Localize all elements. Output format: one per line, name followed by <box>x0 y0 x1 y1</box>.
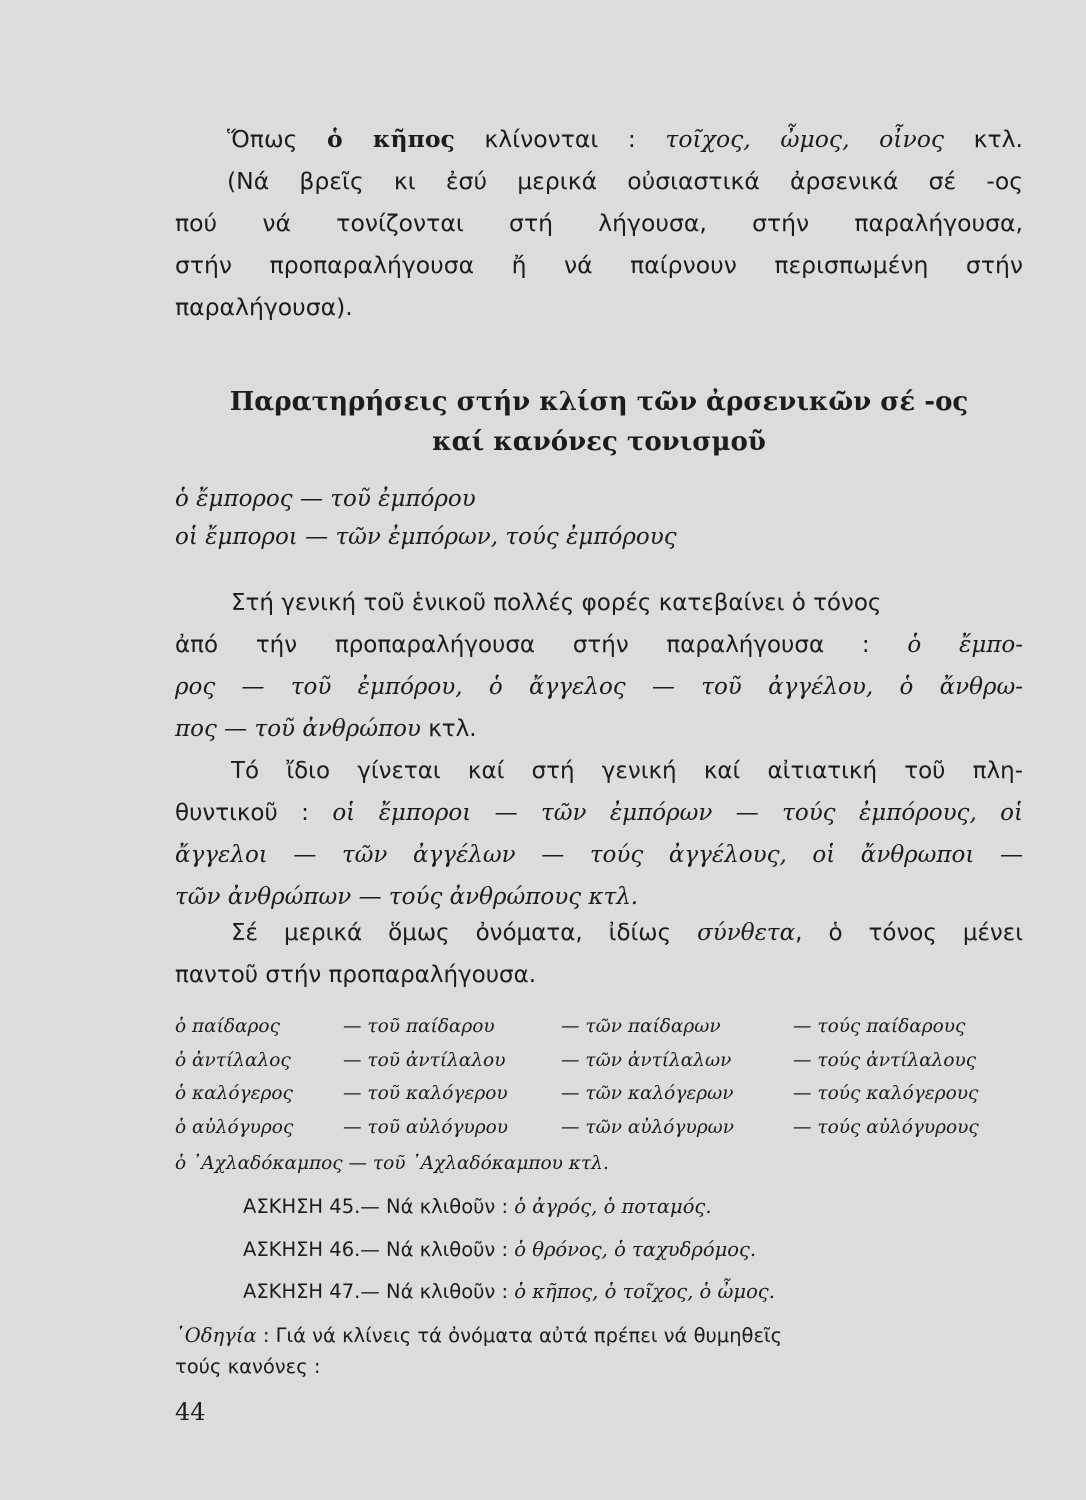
para2-line-3: ρος — τοῦ ἐμπόρου, ὁ ἄγγελος — τοῦ ἀγγέλου, ὁ ἄνθρω- <box>175 674 1023 700</box>
table-cell: — τούς αὐλόγυρους <box>793 1116 979 1138</box>
heading-line-1: Παρατηρήσεις στήν κλίση τῶν ἀρσενικῶν σέ -ος <box>229 387 969 417</box>
table-row <box>175 1077 1019 1111</box>
table-cell: — τοῦ αὐλόγυρου <box>343 1116 509 1138</box>
para2-line-1: Στή γενική τοῦ ἑνικοῦ πολλές φορές κατεβαίνει ὁ τόνος <box>231 590 882 616</box>
section-heading <box>175 382 1023 462</box>
para3-line-3: ἄγγελοι — τῶν ἀγγέλων — τούς ἀγγέλους, οἱ ἄνθρωποι — <box>175 842 1023 868</box>
declension-last-row: ὁ ᾿Αχλαδόκαμπος — τοῦ ᾿Αχλαδόκαμπου κτλ. <box>175 1153 609 1174</box>
table-cell: ὁ παίδαρος <box>175 1016 280 1038</box>
table-cell: ὁ αὐλόγυρος <box>175 1116 294 1138</box>
guide-line-1: ῾Οδηγία : Γιά νά κλίνεις τά ὀνόματα αὐτά πρέπει νά θυμηθεῖς <box>175 1324 783 1347</box>
heading-line-2: καί κανόνες τονισμοῦ <box>432 427 766 457</box>
para4-line-1: Σέ μερικά ὅμως ὀνόματα, ἰδίως σύνθετα, ὁ τόνος μένει <box>231 920 1023 946</box>
table-cell: — τούς παίδαρους <box>793 1016 966 1038</box>
example-declension <box>175 480 677 556</box>
paragraph-plural <box>175 750 1023 918</box>
para3-line-4: τῶν ἀνθρώπων — τούς ἀνθρώπους κτλ. <box>175 884 639 910</box>
table-cell: — τούς ἀντίλαλους <box>793 1049 977 1071</box>
intro-line-2: (Νά βρεῖς κι ἐσύ μερικά οὐσιαστικά ἀρσενικά σέ -ος <box>227 167 1023 195</box>
table-cell: — τῶν ἀντίλαλων <box>561 1049 732 1071</box>
table-cell: ὁ καλόγερος <box>175 1083 293 1105</box>
exercise-45: ΑΣΚΗΣΗ 45.— Νά κλιθοῦν : ὁ ἀγρός, ὁ ποταμός. <box>243 1195 712 1218</box>
example-line-2: οἱ ἔμποροι — τῶν ἐμπόρων, τούς ἐμπόρους <box>175 524 677 550</box>
paragraph-compounds <box>175 912 1023 996</box>
page-number: 44 <box>175 1398 206 1426</box>
table-cell: — τοῦ παίδαρου <box>343 1016 495 1038</box>
table-cell: — τοῦ καλόγερου <box>343 1083 508 1105</box>
para3-line-1: Τό ἴδιο γίνεται καί στή γενική καί αἰτιατική τοῦ πλη- <box>231 758 1023 784</box>
table-row <box>175 1044 1019 1078</box>
table-cell: — τοῦ ἀντίλαλου <box>343 1049 506 1071</box>
intro-paragraph <box>175 118 1023 328</box>
para3-line-2: θυντικοῦ : οἱ ἔμποροι — τῶν ἐμπόρων — τούς ἐμπόρους, οἱ <box>175 800 1024 826</box>
table-row <box>175 1111 1019 1145</box>
exercise-46: ΑΣΚΗΣΗ 46.— Νά κλιθοῦν : ὁ θρόνος, ὁ ταχυδρόμος. <box>243 1238 757 1261</box>
intro-line-3: πού νά τονίζονται στή λήγουσα, στήν παραλήγουσα, <box>175 209 1023 237</box>
table-cell: — τούς καλόγερους <box>793 1083 979 1105</box>
exercise-47: ΑΣΚΗΣΗ 47.— Νά κλιθοῦν : ὁ κῆπος, ὁ τοῖχος, ὁ ὦμος. <box>243 1280 775 1303</box>
guide-line-2: τούς κανόνες : <box>175 1355 321 1378</box>
table-cell: — τῶν καλόγερων <box>561 1083 734 1105</box>
table-row <box>175 1010 1019 1044</box>
table-cell: — τῶν αὐλόγυρων <box>561 1116 734 1138</box>
table-cell: ὁ ἀντίλαλος <box>175 1049 291 1071</box>
declension-table <box>175 1010 1019 1144</box>
para2-line-2: ἀπό τήν προπαραλήγουσα στήν παραλήγουσα : ὁ ἔμπο- <box>175 632 1024 658</box>
paragraph-genitive-singular <box>175 582 1023 750</box>
intro-line-4: στήν προπαραλήγουσα ἤ νά παίρνουν περισπωμένη στήν <box>175 251 1023 279</box>
guidance-note <box>175 1320 1023 1382</box>
para2-line-4: πος — τοῦ ἀνθρώπου κτλ. <box>175 716 477 742</box>
intro-line-1: Ὅπως ὁ κῆπος κλίνονται : τοῖχος, ὦμος, οἶνος κτλ. <box>227 125 1023 153</box>
example-line-1: ὁ ἔμπορος — τοῦ ἐμπόρου <box>175 486 476 512</box>
intro-line-5: παραλήγουσα). <box>175 293 353 321</box>
table-cell: — τῶν παίδαρων <box>561 1016 721 1038</box>
para4-line-2: παντοῦ στήν προπαραλήγουσα. <box>175 962 537 988</box>
